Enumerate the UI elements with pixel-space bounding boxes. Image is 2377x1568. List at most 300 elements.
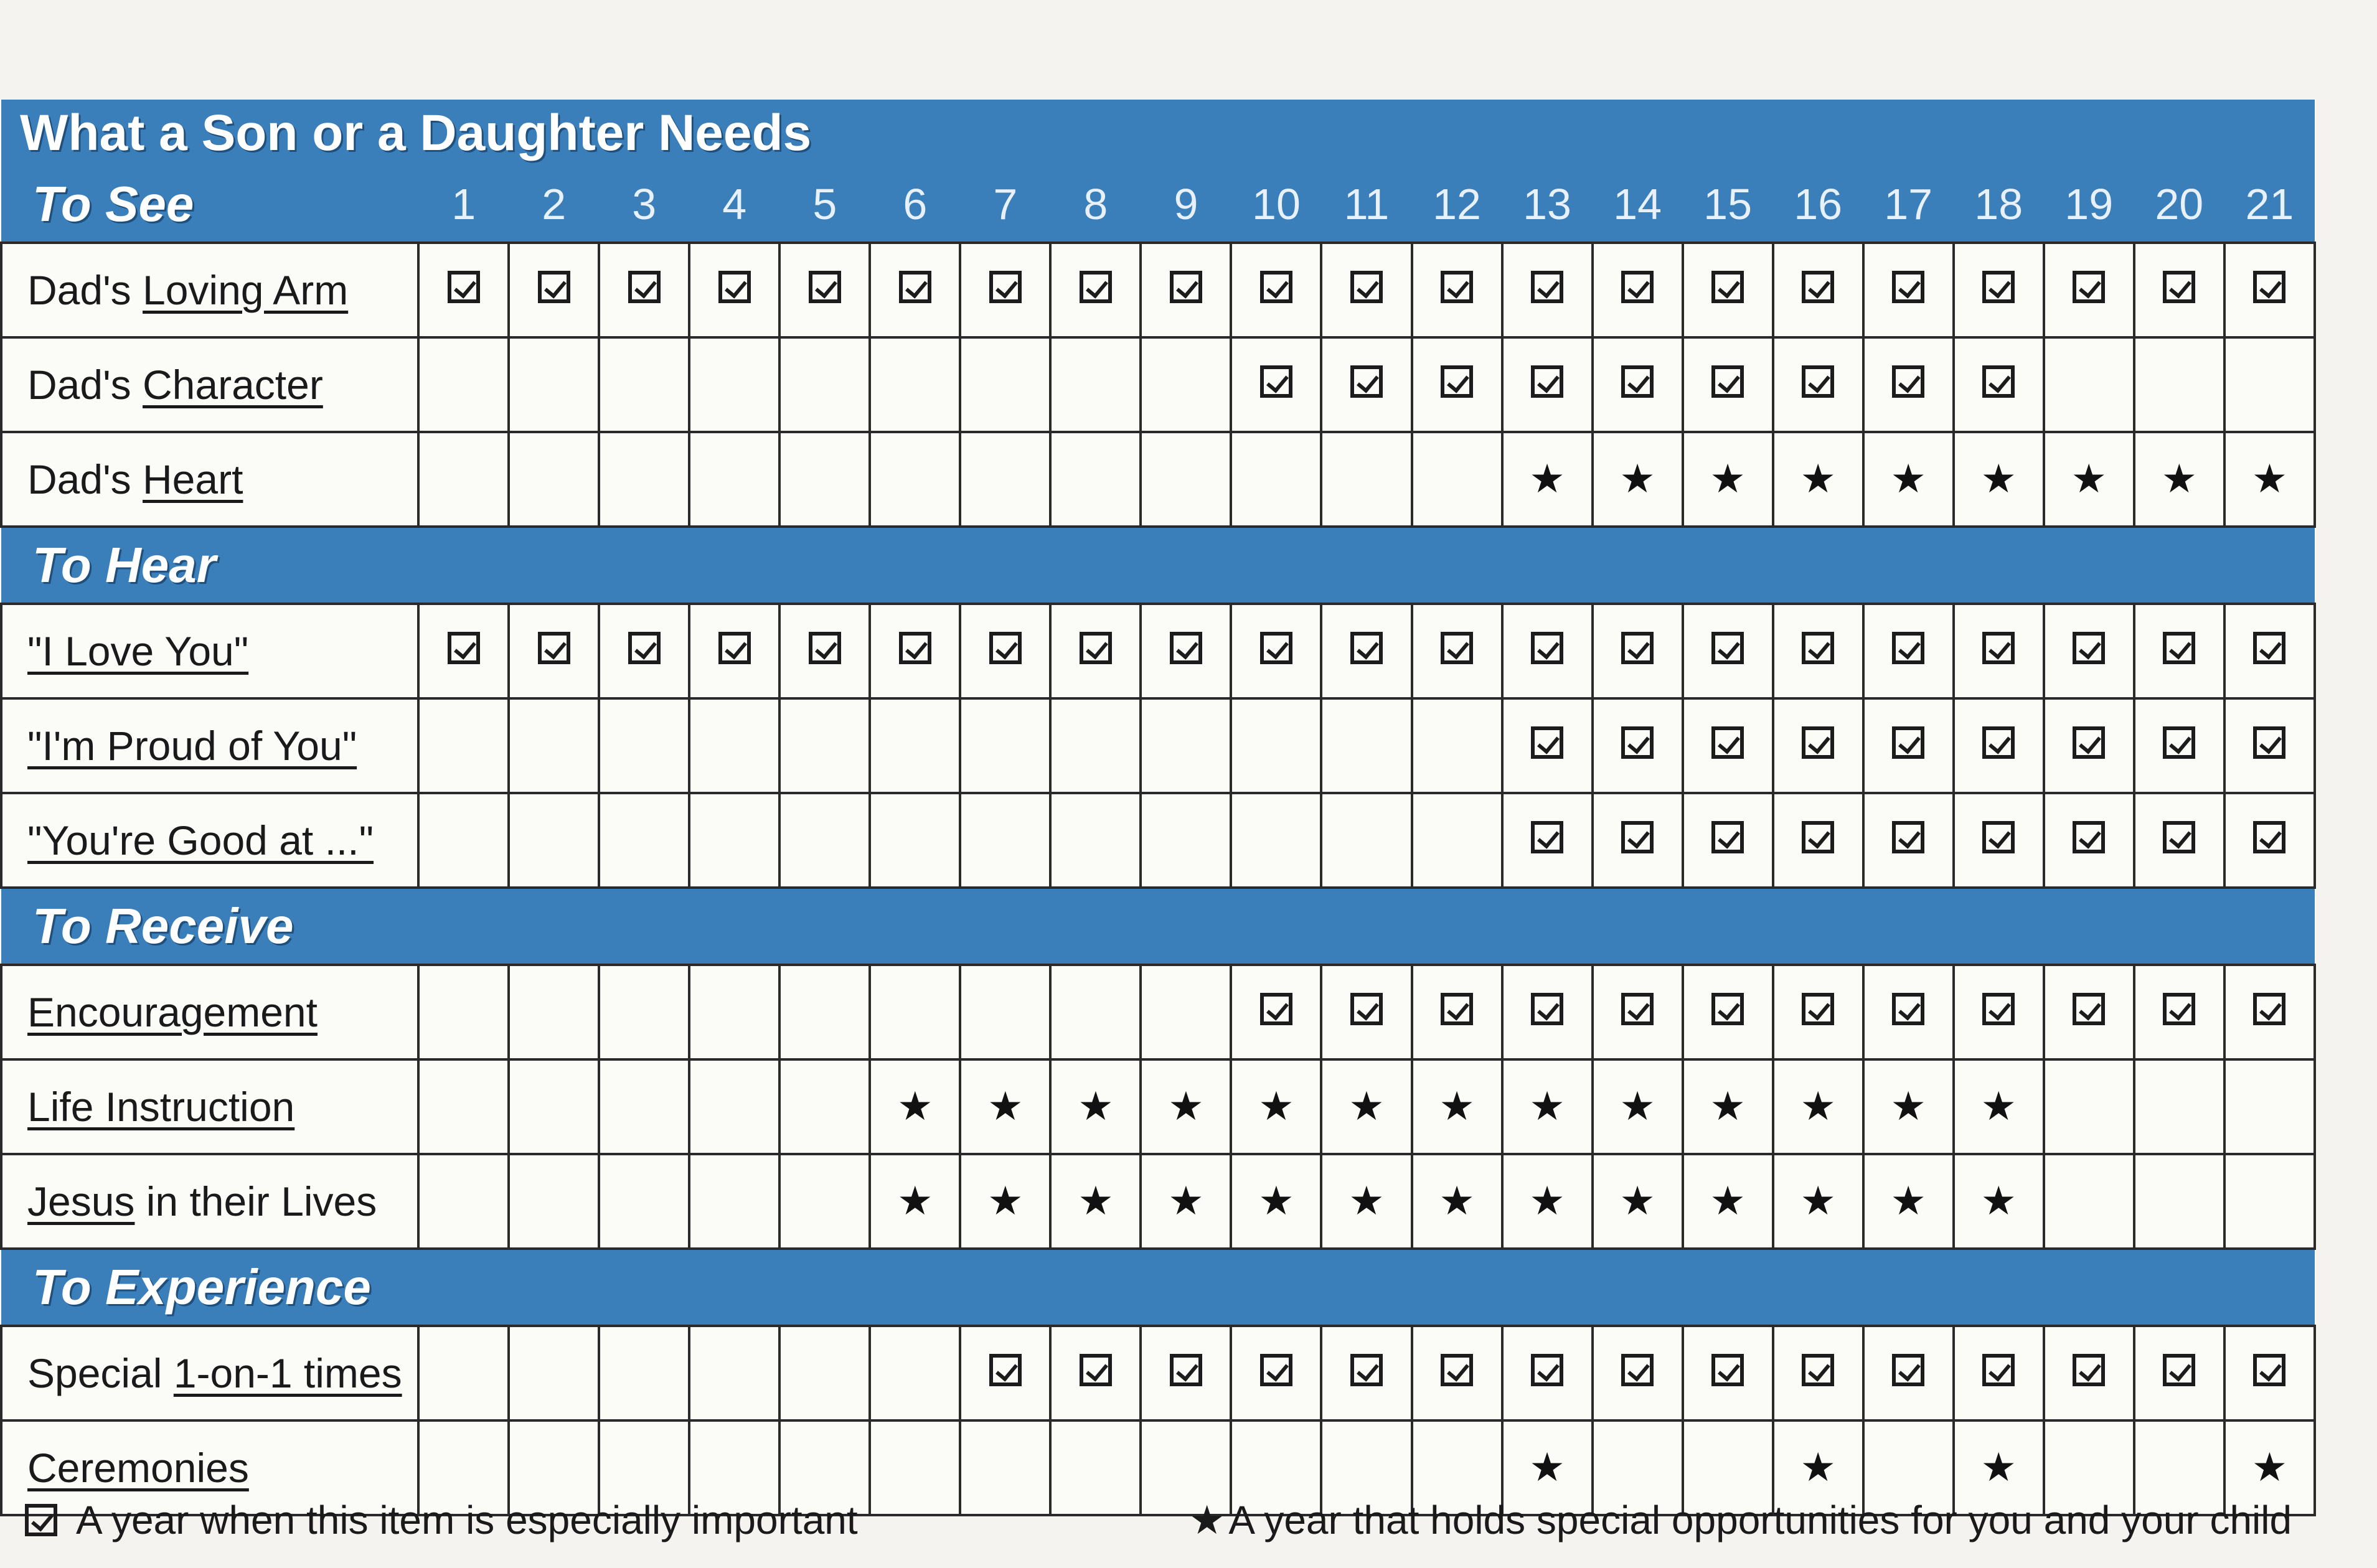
year-cell bbox=[960, 793, 1050, 888]
year-cell bbox=[1773, 337, 1863, 432]
checkbox-checked-icon bbox=[1531, 1354, 1563, 1386]
star-icon: ★ bbox=[1529, 1083, 1565, 1129]
item-label-prefix: Special bbox=[27, 1350, 174, 1396]
section-spacer bbox=[1863, 1249, 1954, 1326]
star-icon: ★ bbox=[1890, 456, 1926, 501]
year-cell bbox=[1141, 793, 1231, 888]
star-icon: ★ bbox=[1168, 1083, 1204, 1129]
year-header: 19 bbox=[2044, 167, 2134, 243]
year-cell bbox=[2044, 698, 2134, 793]
table-row bbox=[1, 337, 2315, 432]
section-spacer bbox=[2134, 888, 2224, 965]
checkbox-checked-icon bbox=[2073, 632, 2105, 664]
section-spacer bbox=[1050, 1249, 1141, 1326]
year-header: 1 bbox=[418, 167, 509, 243]
year-cell bbox=[1593, 698, 1683, 793]
year-cell bbox=[1321, 1326, 1411, 1420]
checkbox-checked-icon bbox=[1080, 632, 1112, 664]
star-icon: ★ bbox=[1890, 1178, 1926, 1223]
section-spacer bbox=[870, 888, 960, 965]
year-header: 8 bbox=[1050, 167, 1141, 243]
year-cell bbox=[1863, 243, 1954, 337]
star-icon: ★ bbox=[1189, 1498, 1225, 1542]
year-cell bbox=[689, 698, 779, 793]
checkbox-checked-icon bbox=[2073, 821, 2105, 853]
section-spacer bbox=[689, 888, 779, 965]
checkbox-checked-icon bbox=[989, 271, 1022, 303]
section-spacer bbox=[1773, 888, 1863, 965]
year-cell bbox=[509, 793, 599, 888]
checkbox-checked-icon bbox=[1531, 726, 1563, 759]
checkbox-checked-icon bbox=[538, 271, 570, 303]
checkbox-checked-icon bbox=[1260, 271, 1292, 303]
year-cell bbox=[689, 604, 779, 698]
year-cell bbox=[1050, 698, 1141, 793]
checkbox-checked-icon bbox=[1711, 821, 1744, 853]
checkbox-checked-icon bbox=[1892, 632, 1924, 664]
year-cell bbox=[1141, 1326, 1231, 1420]
checkbox-checked-icon bbox=[1802, 632, 1834, 664]
year-cell bbox=[1231, 698, 1321, 793]
year-cell bbox=[2134, 243, 2224, 337]
year-cell bbox=[1593, 337, 1683, 432]
year-cell bbox=[1863, 698, 1954, 793]
table-row bbox=[1, 698, 2315, 793]
star-icon: ★ bbox=[1619, 1083, 1655, 1129]
year-cell bbox=[509, 604, 599, 698]
star-icon: ★ bbox=[1258, 1083, 1294, 1129]
star-icon: ★ bbox=[1800, 456, 1836, 501]
year-cell bbox=[960, 1326, 1050, 1420]
table-row bbox=[1, 1326, 2315, 1420]
checkbox-checked-icon bbox=[1802, 271, 1834, 303]
year-cell bbox=[1141, 1154, 1231, 1249]
checkbox-checked-icon bbox=[2163, 726, 2195, 759]
section-header-row bbox=[1, 1249, 2315, 1326]
year-cell bbox=[960, 1154, 1050, 1249]
checkbox-checked-icon bbox=[899, 271, 931, 303]
year-cell bbox=[418, 604, 509, 698]
year-cell bbox=[509, 698, 599, 793]
checkbox-checked-icon bbox=[1892, 1354, 1924, 1386]
star-icon: ★ bbox=[1980, 1178, 2017, 1223]
year-cell bbox=[509, 1154, 599, 1249]
year-cell bbox=[1412, 1059, 1502, 1154]
section-spacer bbox=[1683, 888, 1773, 965]
year-cell bbox=[779, 337, 870, 432]
year-cell bbox=[2044, 432, 2134, 527]
star-icon: ★ bbox=[1349, 1083, 1385, 1129]
year-cell bbox=[1321, 793, 1411, 888]
year-cell bbox=[1863, 337, 1954, 432]
year-cell bbox=[689, 965, 779, 1059]
item-label-text: Loving Arm bbox=[143, 267, 349, 313]
year-cell bbox=[689, 337, 779, 432]
year-cell bbox=[960, 604, 1050, 698]
section-spacer bbox=[2044, 527, 2134, 604]
star-icon: ★ bbox=[1800, 1444, 1836, 1490]
star-icon: ★ bbox=[2161, 456, 2197, 501]
year-cell bbox=[960, 965, 1050, 1059]
year-cell bbox=[2044, 793, 2134, 888]
year-cell bbox=[1141, 604, 1231, 698]
section-spacer bbox=[418, 888, 509, 965]
section-spacer bbox=[779, 888, 870, 965]
year-cell bbox=[1050, 243, 1141, 337]
year-cell bbox=[1321, 337, 1411, 432]
section-spacer bbox=[509, 888, 599, 965]
checkbox-checked-icon bbox=[1441, 1354, 1473, 1386]
item-label bbox=[1, 432, 418, 527]
section-spacer bbox=[1593, 888, 1683, 965]
year-cell bbox=[2044, 965, 2134, 1059]
checkbox-checked-icon bbox=[2163, 993, 2195, 1025]
checkbox-checked-icon bbox=[1802, 726, 1834, 759]
section-spacer bbox=[1141, 527, 1231, 604]
checkbox-checked-icon bbox=[1531, 821, 1563, 853]
section-spacer bbox=[1321, 888, 1411, 965]
year-cell bbox=[2224, 604, 2315, 698]
year-cell bbox=[418, 965, 509, 1059]
year-cell bbox=[1683, 1326, 1773, 1420]
checkbox-checked-icon bbox=[989, 1354, 1022, 1386]
year-cell bbox=[2134, 432, 2224, 527]
checkbox-checked-icon bbox=[1350, 632, 1383, 664]
checkbox-checked-icon bbox=[448, 271, 480, 303]
section-spacer bbox=[689, 527, 779, 604]
year-cell bbox=[689, 243, 779, 337]
star-icon: ★ bbox=[897, 1178, 933, 1223]
star-icon: ★ bbox=[1710, 456, 1746, 501]
section-spacer bbox=[1593, 527, 1683, 604]
year-cell bbox=[599, 1326, 689, 1420]
year-cell bbox=[1502, 698, 1593, 793]
year-cell bbox=[1683, 243, 1773, 337]
checkbox-checked-icon bbox=[1982, 726, 2015, 759]
year-cell bbox=[2224, 432, 2315, 527]
year-cell bbox=[599, 337, 689, 432]
year-cell bbox=[1773, 243, 1863, 337]
year-cell bbox=[779, 698, 870, 793]
checkbox-checked-icon bbox=[1080, 271, 1112, 303]
year-cell bbox=[2044, 1326, 2134, 1420]
checkbox-checked-icon bbox=[1892, 365, 1924, 398]
section-spacer bbox=[1412, 1249, 1502, 1326]
item-label-text: "I'm Proud of You" bbox=[27, 723, 357, 769]
year-cell bbox=[1050, 965, 1141, 1059]
year-cell bbox=[1502, 243, 1593, 337]
year-cell bbox=[418, 793, 509, 888]
year-cell bbox=[1141, 243, 1231, 337]
table-row bbox=[1, 243, 2315, 337]
needs-chart-card bbox=[0, 100, 2316, 1516]
checkbox-checked-icon bbox=[1982, 1354, 2015, 1386]
year-cell bbox=[960, 243, 1050, 337]
year-cell bbox=[779, 793, 870, 888]
year-cell bbox=[2224, 1326, 2315, 1420]
year-cell bbox=[870, 243, 960, 337]
item-label-suffix: in their Lives bbox=[134, 1178, 377, 1224]
year-cell bbox=[1863, 432, 1954, 527]
year-cell bbox=[2224, 1154, 2315, 1249]
checkbox-checked-icon bbox=[1621, 993, 1654, 1025]
table-row bbox=[1, 432, 2315, 527]
checkbox-checked-icon bbox=[1621, 271, 1654, 303]
checkbox-checked-icon bbox=[1892, 993, 1924, 1025]
year-cell bbox=[870, 337, 960, 432]
year-cell bbox=[1954, 432, 2044, 527]
item-label bbox=[1, 698, 418, 793]
section-spacer bbox=[960, 527, 1050, 604]
checkbox-checked-icon bbox=[1621, 821, 1654, 853]
section-spacer bbox=[509, 527, 599, 604]
section-spacer bbox=[2134, 1249, 2224, 1326]
item-label-text: Ceremonies bbox=[27, 1445, 249, 1491]
section-spacer bbox=[599, 527, 689, 604]
year-header: 20 bbox=[2134, 167, 2224, 243]
year-cell bbox=[1412, 793, 1502, 888]
year-cell bbox=[870, 1154, 960, 1249]
checkbox-checked-icon bbox=[2163, 1354, 2195, 1386]
year-cell bbox=[870, 604, 960, 698]
year-cell bbox=[870, 965, 960, 1059]
year-cell bbox=[1231, 432, 1321, 527]
section-spacer bbox=[2044, 1249, 2134, 1326]
item-label-text: Jesus bbox=[27, 1178, 135, 1224]
year-cell bbox=[1593, 793, 1683, 888]
year-cell bbox=[1773, 1326, 1863, 1420]
year-header: 5 bbox=[779, 167, 870, 243]
checkbox-checked-icon bbox=[2073, 726, 2105, 759]
star-icon: ★ bbox=[1258, 1178, 1294, 1223]
item-label-text: "You're Good at ..." bbox=[27, 817, 374, 863]
legend bbox=[19, 1485, 2322, 1559]
checkbox-checked-icon bbox=[2163, 632, 2195, 664]
checkbox-checked-icon bbox=[1170, 271, 1202, 303]
year-cell bbox=[1231, 604, 1321, 698]
checkbox-checked-icon bbox=[1802, 1354, 1834, 1386]
year-cell bbox=[509, 243, 599, 337]
section-spacer bbox=[1502, 527, 1593, 604]
year-cell bbox=[599, 698, 689, 793]
year-cell bbox=[1863, 793, 1954, 888]
section-spacer bbox=[1954, 888, 2044, 965]
year-cell bbox=[1863, 965, 1954, 1059]
section-spacer bbox=[870, 1249, 960, 1326]
section-spacer bbox=[2224, 1249, 2315, 1326]
year-cell bbox=[1773, 604, 1863, 698]
section-title: To Hear bbox=[1, 527, 418, 604]
year-cell bbox=[1502, 337, 1593, 432]
year-cell bbox=[599, 1154, 689, 1249]
year-header: 3 bbox=[599, 167, 689, 243]
checkbox-checked-icon bbox=[1711, 1354, 1744, 1386]
star-icon: ★ bbox=[1078, 1083, 1114, 1129]
year-cell bbox=[1141, 965, 1231, 1059]
checkbox-checked-icon bbox=[1711, 726, 1744, 759]
year-cell bbox=[1321, 1059, 1411, 1154]
year-cell bbox=[1412, 965, 1502, 1059]
year-cell bbox=[1683, 432, 1773, 527]
checkbox-checked-icon bbox=[1802, 821, 1834, 853]
section-spacer bbox=[418, 1249, 509, 1326]
year-cell bbox=[2224, 698, 2315, 793]
year-cell bbox=[1593, 965, 1683, 1059]
year-header: 18 bbox=[1954, 167, 2044, 243]
legend-star-text: A year that holds special opportunities for you and your child bbox=[1228, 1498, 2292, 1542]
section-spacer bbox=[870, 527, 960, 604]
year-cell bbox=[2134, 337, 2224, 432]
checkbox-checked-icon bbox=[2163, 271, 2195, 303]
year-cell bbox=[689, 1059, 779, 1154]
star-icon: ★ bbox=[1980, 1444, 2017, 1490]
star-icon: ★ bbox=[1980, 456, 2017, 501]
star-icon: ★ bbox=[1439, 1083, 1475, 1129]
section-spacer bbox=[2224, 527, 2315, 604]
year-cell bbox=[599, 793, 689, 888]
checkbox-checked-icon bbox=[1531, 632, 1563, 664]
table-row bbox=[1, 1154, 2315, 1249]
checkbox-checked-icon bbox=[2253, 993, 2285, 1025]
checkbox-checked-icon bbox=[1982, 821, 2015, 853]
section-spacer bbox=[1141, 1249, 1231, 1326]
year-header: 11 bbox=[1321, 167, 1411, 243]
section-spacer bbox=[1412, 888, 1502, 965]
section-header-row bbox=[1, 527, 2315, 604]
star-icon: ★ bbox=[2251, 1444, 2288, 1490]
checkbox-checked-icon bbox=[1711, 271, 1744, 303]
checkbox-checked-icon bbox=[1170, 632, 1202, 664]
year-cell bbox=[1231, 793, 1321, 888]
year-cell bbox=[418, 1326, 509, 1420]
year-cell bbox=[1683, 793, 1773, 888]
year-header: 4 bbox=[689, 167, 779, 243]
legend-check-entry bbox=[25, 1497, 858, 1543]
year-cell bbox=[1683, 1059, 1773, 1154]
section-spacer bbox=[1683, 527, 1773, 604]
year-cell bbox=[1321, 604, 1411, 698]
section-spacer bbox=[1050, 527, 1141, 604]
year-cell bbox=[1502, 1059, 1593, 1154]
checkbox-checked-icon bbox=[1350, 1354, 1383, 1386]
checkbox-checked-icon bbox=[2073, 993, 2105, 1025]
star-icon: ★ bbox=[1439, 1178, 1475, 1223]
section-spacer bbox=[1231, 527, 1321, 604]
item-label-text: Encouragement bbox=[27, 989, 318, 1035]
star-icon: ★ bbox=[1980, 1083, 2017, 1129]
checkbox-checked-icon bbox=[809, 632, 841, 664]
checkbox-checked-icon bbox=[1621, 1354, 1654, 1386]
section-spacer bbox=[960, 1249, 1050, 1326]
checkbox-checked-icon bbox=[1531, 271, 1563, 303]
section-spacer bbox=[779, 1249, 870, 1326]
section-spacer bbox=[1502, 1249, 1593, 1326]
year-cell bbox=[1231, 965, 1321, 1059]
checkbox-checked-icon bbox=[2253, 632, 2285, 664]
year-cell bbox=[509, 1326, 599, 1420]
item-label bbox=[1, 965, 418, 1059]
item-label bbox=[1, 793, 418, 888]
item-label-text: "I Love You" bbox=[27, 628, 249, 674]
checkbox-checked-icon bbox=[1621, 726, 1654, 759]
year-header: 17 bbox=[1863, 167, 1954, 243]
year-cell bbox=[1050, 1154, 1141, 1249]
year-cell bbox=[1141, 337, 1231, 432]
year-cell bbox=[2224, 337, 2315, 432]
checkbox-checked-icon bbox=[2253, 726, 2285, 759]
year-cell bbox=[1050, 432, 1141, 527]
checkbox-checked-icon bbox=[1260, 365, 1292, 398]
section-spacer bbox=[1321, 527, 1411, 604]
year-cell bbox=[2044, 337, 2134, 432]
year-cell bbox=[2044, 1059, 2134, 1154]
year-cell bbox=[1412, 604, 1502, 698]
year-cell bbox=[1502, 793, 1593, 888]
checkbox-checked-icon bbox=[2253, 1354, 2285, 1386]
section-spacer bbox=[2224, 888, 2315, 965]
year-header: 13 bbox=[1502, 167, 1593, 243]
section-spacer bbox=[1954, 527, 2044, 604]
year-cell bbox=[1502, 1326, 1593, 1420]
item-label-prefix: Dad's bbox=[27, 362, 143, 408]
year-cell bbox=[1231, 1059, 1321, 1154]
item-label bbox=[1, 1326, 418, 1420]
section-spacer bbox=[1773, 527, 1863, 604]
year-cell bbox=[960, 432, 1050, 527]
year-cell bbox=[870, 432, 960, 527]
year-cell bbox=[689, 1154, 779, 1249]
table-row bbox=[1, 1059, 2315, 1154]
year-cell bbox=[1954, 1059, 2044, 1154]
year-cell bbox=[1954, 1326, 2044, 1420]
checkbox-checked-icon bbox=[718, 632, 751, 664]
year-cell bbox=[2134, 698, 2224, 793]
year-cell bbox=[1593, 432, 1683, 527]
year-cell bbox=[418, 432, 509, 527]
year-cell bbox=[779, 243, 870, 337]
checkbox-checked-icon bbox=[1982, 271, 2015, 303]
checkbox-checked-icon bbox=[1441, 632, 1473, 664]
year-cell bbox=[1141, 1059, 1231, 1154]
year-cell bbox=[2044, 604, 2134, 698]
section-spacer bbox=[1141, 888, 1231, 965]
year-cell bbox=[2134, 604, 2224, 698]
item-label-text: Heart bbox=[143, 456, 243, 502]
year-header: 10 bbox=[1231, 167, 1321, 243]
year-header: 9 bbox=[1141, 167, 1231, 243]
year-cell bbox=[418, 698, 509, 793]
year-cell bbox=[1412, 243, 1502, 337]
item-label-text: 1-on-1 times bbox=[173, 1350, 402, 1396]
checkbox-checked-icon bbox=[899, 632, 931, 664]
year-cell bbox=[689, 432, 779, 527]
star-icon: ★ bbox=[1890, 1083, 1926, 1129]
year-cell bbox=[1321, 432, 1411, 527]
star-icon: ★ bbox=[1529, 1444, 1565, 1490]
year-cell bbox=[2134, 965, 2224, 1059]
year-cell bbox=[418, 1154, 509, 1249]
year-cell bbox=[1502, 1154, 1593, 1249]
checkbox-checked-icon bbox=[1621, 365, 1654, 398]
checkbox-checked-icon bbox=[448, 632, 480, 664]
section-spacer bbox=[1502, 888, 1593, 965]
year-header: 14 bbox=[1593, 167, 1683, 243]
checkbox-checked-icon bbox=[1441, 993, 1473, 1025]
year-cell bbox=[1141, 698, 1231, 793]
year-cell bbox=[1773, 793, 1863, 888]
year-cell bbox=[1502, 432, 1593, 527]
year-cell bbox=[1050, 793, 1141, 888]
